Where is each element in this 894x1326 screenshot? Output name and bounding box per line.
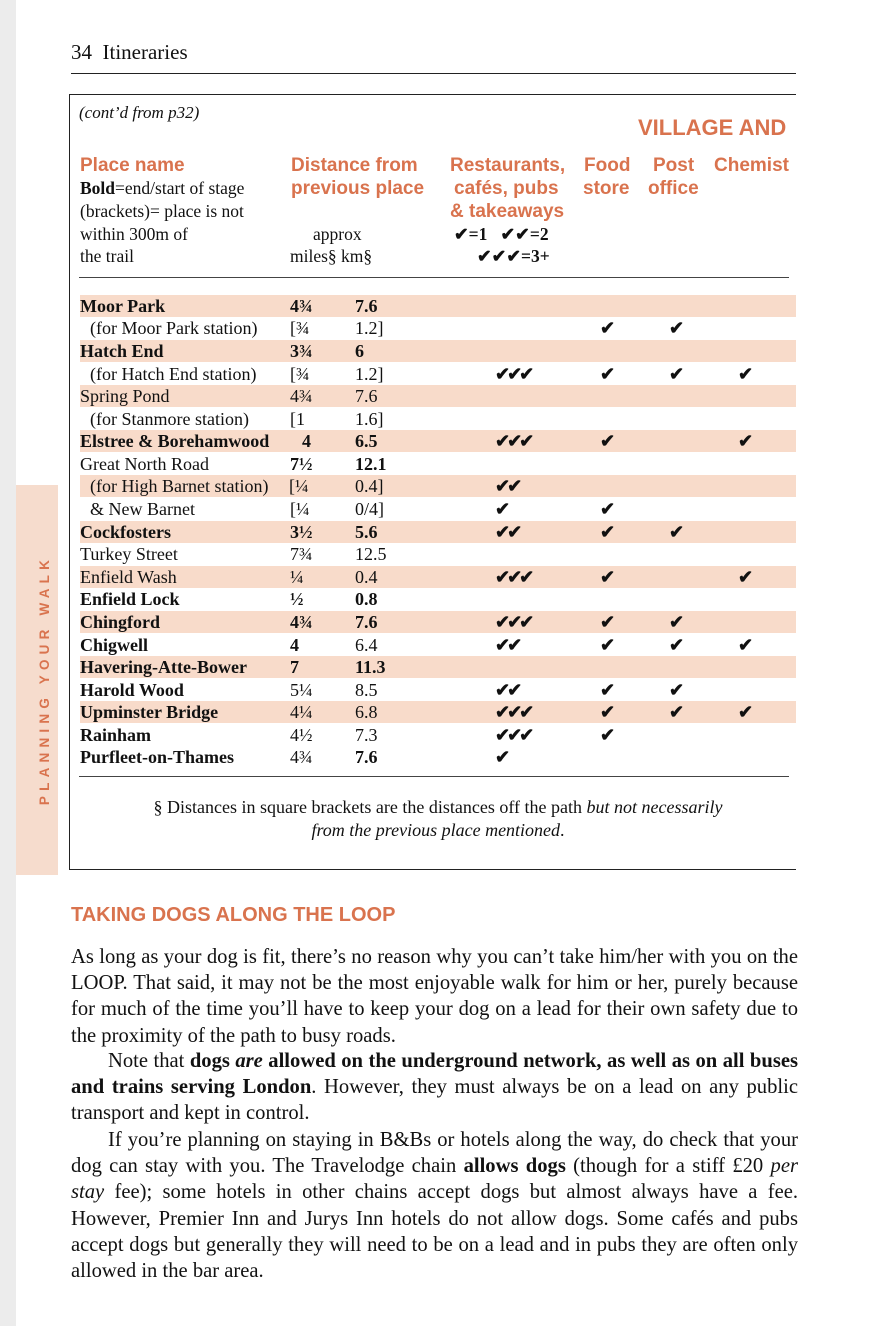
col-post-title-1: Post — [653, 155, 695, 176]
row-food: ✔ — [600, 612, 613, 632]
row-km: 11.3 — [355, 657, 386, 677]
row-place: Great North Road — [80, 454, 209, 474]
row-chemist: ✔ — [738, 567, 751, 587]
row-food: ✔ — [600, 499, 613, 519]
table-row — [80, 521, 796, 543]
row-place: Rainham — [80, 725, 152, 745]
row-km: 6.5 — [355, 431, 378, 451]
row-km: 7.6 — [355, 612, 378, 632]
row-food: ✔ — [600, 318, 613, 338]
row-place: & New Barnet — [90, 499, 195, 519]
row-miles: 4 — [290, 635, 299, 655]
col-restaurants-title-3: & takeaways — [450, 201, 565, 222]
col-place-legend-4: the trail — [80, 246, 134, 266]
row-km: 0.8 — [355, 589, 378, 609]
paragraph: If you’re planning on staying in B&Bs or hotels along the way, do check that your dog can stay with you. The Travelodge chain allows dogs (though for a stiff £20 per stay fee); some hotels in other chains accept dogs but almost always have a fee. However, Premier Inn and Jurys Inn hotels do not allow dogs. Some cafés and pubs accept dogs but generally they will need to be on a lead and in pubs they are often only allowed in the bar area. — [71, 1129, 798, 1283]
row-km: 7.6 — [355, 747, 378, 767]
row-km: 12.1 — [355, 454, 387, 474]
row-km: 7.3 — [355, 725, 378, 745]
row-place: Chingford — [80, 612, 161, 632]
row-miles: [1 — [290, 409, 305, 429]
col-restaurants-title-2: cafés, pubs — [454, 178, 559, 199]
row-miles: 4½ — [290, 725, 313, 745]
col-restaurants-key-3: ✔✔✔=3+ — [477, 246, 550, 266]
row-place: Elstree & Borehamwood — [80, 431, 270, 451]
row-place: Purfleet-on-Thames — [80, 747, 234, 767]
table-row — [80, 724, 796, 746]
col-post-title-2: office — [648, 178, 699, 199]
table-row — [80, 701, 796, 723]
col-place-legend-1: Bold=end/start of stage — [80, 178, 245, 198]
row-place: Hatch End — [80, 341, 164, 361]
row-miles: 7 — [290, 657, 299, 677]
row-post: ✔ — [669, 612, 682, 632]
table-row — [80, 385, 796, 407]
row-place: Turkey Street — [80, 544, 178, 564]
col-place-legend-3: within 300m of — [80, 224, 188, 244]
row-post: ✔ — [669, 702, 682, 722]
table-row — [80, 453, 796, 475]
row-post: ✔ — [669, 680, 682, 700]
row-km: 0.4 — [355, 567, 378, 587]
row-km: 1.2] — [355, 364, 384, 384]
row-restaurants: ✔✔✔ — [495, 725, 532, 745]
row-post: ✔ — [669, 522, 682, 542]
section-heading: TAKING DOGS ALONG THE LOOP — [71, 904, 396, 926]
table-footnote: § Distances in square brackets are the distances off the path but not necessarily from the previous place mentioned. — [153, 797, 723, 840]
section-title: Itineraries — [102, 40, 188, 64]
row-km: 5.6 — [355, 522, 378, 542]
side-tab-label: PLANNING YOUR WALK — [37, 554, 52, 806]
row-km: 0.4] — [355, 476, 384, 496]
table-foot-rule — [79, 776, 789, 777]
col-place-legend-2: (brackets)= place is not — [80, 201, 244, 221]
row-place: (for Stanmore station) — [90, 409, 249, 429]
row-restaurants: ✔ — [495, 499, 508, 519]
row-post: ✔ — [669, 635, 682, 655]
row-place: Upminster Bridge — [80, 702, 219, 722]
row-miles: ¼ — [290, 567, 304, 587]
row-food: ✔ — [600, 522, 613, 542]
row-miles: 4¾ — [290, 386, 313, 406]
book-page — [16, 0, 894, 1326]
row-place: Enfield Wash — [80, 567, 177, 587]
running-header — [71, 40, 188, 65]
row-km: 7.6 — [355, 296, 378, 316]
table-row — [80, 408, 796, 430]
row-place: Havering-Atte-Bower — [80, 657, 247, 677]
row-post: ✔ — [669, 364, 682, 384]
col-restaurants-title-1: Restaurants, — [450, 155, 566, 176]
row-km: 1.2] — [355, 318, 384, 338]
row-restaurants: ✔✔✔ — [495, 364, 532, 384]
row-miles: ½ — [290, 589, 304, 609]
col-distance-units: miles§ km§ — [290, 246, 373, 266]
col-food-title-1: Food — [584, 155, 631, 176]
row-restaurants: ✔✔✔ — [495, 567, 532, 587]
col-chemist-title: Chemist — [714, 155, 789, 176]
row-restaurants: ✔✔ — [495, 522, 520, 542]
page-number: 34 — [71, 40, 92, 64]
row-miles: [¾ — [290, 364, 310, 384]
table-row — [80, 634, 796, 656]
row-miles: 4¾ — [290, 747, 313, 767]
row-miles: 4¼ — [290, 702, 313, 722]
row-food: ✔ — [600, 702, 613, 722]
row-restaurants: ✔✔✔ — [495, 612, 532, 632]
row-miles: 4¾ — [290, 296, 313, 316]
row-chemist: ✔ — [738, 364, 751, 384]
col-food-title-2: store — [583, 178, 630, 199]
row-miles: [¼ — [289, 476, 309, 496]
row-miles: 4¾ — [290, 612, 313, 632]
table-head-rule — [79, 277, 789, 278]
paragraph: As long as your dog is fit, there’s no reason why you can’t take him/her with you on the LOOP. That said, it may not be the most enjoyable walk for him or her, purely because for much of the time you’ll have to keep your dog on a lead for their own safety due to the proximity of the path to busy roads. — [71, 946, 798, 1047]
row-place: Enfield Lock — [80, 589, 180, 609]
row-food: ✔ — [600, 364, 613, 384]
table-row — [80, 498, 796, 520]
row-place: (for High Barnet station) — [90, 476, 269, 496]
table-row — [80, 475, 796, 497]
table-row — [80, 611, 796, 633]
row-km: 6.8 — [355, 702, 378, 722]
table-row — [80, 340, 796, 362]
row-restaurants: ✔✔✔ — [495, 431, 532, 451]
row-km: 8.5 — [355, 680, 378, 700]
row-place: Moor Park — [80, 296, 166, 316]
table-row — [80, 543, 796, 565]
col-distance-approx: approx — [313, 224, 362, 244]
table-row — [80, 656, 796, 678]
row-miles: [¾ — [290, 318, 310, 338]
row-post: ✔ — [669, 318, 682, 338]
table-row — [80, 566, 796, 588]
table-row — [80, 295, 796, 317]
row-km: 6 — [355, 341, 364, 361]
row-place: Cockfosters — [80, 522, 171, 542]
row-miles: 3½ — [290, 522, 313, 542]
row-km: 6.4 — [355, 635, 378, 655]
row-km: 7.6 — [355, 386, 378, 406]
col-distance-title-2: previous place — [291, 178, 425, 199]
row-restaurants: ✔✔ — [495, 680, 520, 700]
row-chemist: ✔ — [738, 431, 751, 451]
row-km: 12.5 — [355, 544, 387, 564]
paragraph: Note that dogs are allowed on the underground network, as well as on all buses and trains serving London. However, they must always be on a lead on any public transport and kept in control. — [71, 1050, 798, 1125]
row-place: Chigwell — [80, 635, 149, 655]
row-food: ✔ — [600, 680, 613, 700]
row-place: Harold Wood — [80, 680, 184, 700]
row-restaurants: ✔✔✔ — [495, 702, 532, 722]
col-distance-title-1: Distance from — [291, 155, 418, 176]
row-place: Spring Pond — [80, 386, 170, 406]
row-miles: 3¾ — [290, 341, 313, 361]
table-row — [80, 363, 796, 385]
row-food: ✔ — [600, 725, 613, 745]
group-heading: VILLAGE AND — [638, 115, 787, 140]
row-place: (for Hatch End station) — [90, 364, 257, 384]
header-rule — [71, 73, 796, 74]
row-chemist: ✔ — [738, 635, 751, 655]
row-restaurants: ✔ — [495, 747, 508, 767]
row-restaurants: ✔✔ — [495, 635, 520, 655]
col-place-title: Place name — [80, 155, 185, 176]
row-food: ✔ — [600, 635, 613, 655]
continued-note: (cont’d from p32) — [79, 103, 200, 122]
row-miles: 7¾ — [290, 544, 313, 564]
col-restaurants-key: ✔=1 ✔✔=2 — [454, 224, 549, 244]
row-miles: [¼ — [290, 499, 310, 519]
table-row — [80, 430, 796, 452]
row-km: 1.6] — [355, 409, 384, 429]
row-place: (for Moor Park station) — [90, 318, 258, 338]
row-miles: 5¼ — [290, 680, 313, 700]
row-km: 0/4] — [355, 499, 384, 519]
table-row — [80, 679, 796, 701]
row-miles: 4 — [302, 431, 311, 451]
table-row — [80, 746, 796, 768]
row-food: ✔ — [600, 567, 613, 587]
row-miles: 7½ — [290, 454, 313, 474]
row-food: ✔ — [600, 431, 613, 451]
row-restaurants: ✔✔ — [495, 476, 520, 496]
table-row — [80, 588, 796, 610]
row-chemist: ✔ — [738, 702, 751, 722]
table-row — [80, 317, 796, 339]
